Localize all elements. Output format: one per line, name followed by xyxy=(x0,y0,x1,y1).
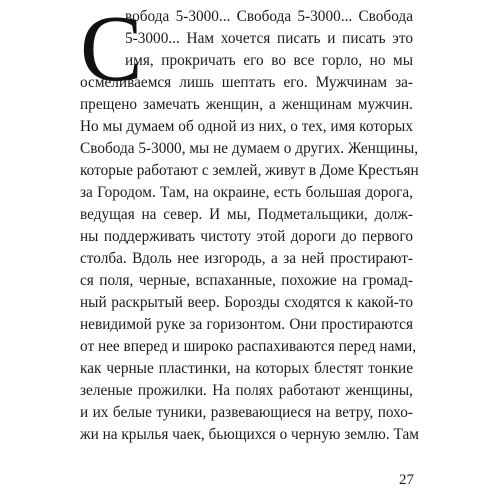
text-line: от нее вперед и широко распахиваются перед нами, xyxy=(80,338,417,355)
text-line: жи на крылья чаек, бьющихся о черную землю. Там xyxy=(80,426,419,443)
text-line: прещено замечать женщин, а женщинам мужчин. xyxy=(80,96,413,113)
text-line: зеленые прожилки. На полях работают женщины, xyxy=(80,382,413,399)
text-line: имя, прокричать его во все горло, но мы xyxy=(125,52,413,69)
text-line: вобода 5-3000... Свобода 5-3000... Свобода xyxy=(125,8,413,25)
drop-cap: С xyxy=(80,0,143,101)
text-line: которые работают с землей, живут в Доме Крестьян xyxy=(80,162,419,179)
page-number: 27 xyxy=(399,472,414,488)
text-line: невидимой руке за горизонтом. Они простираются xyxy=(80,316,413,333)
text-line: как черные пластинки, на которых блестят тонкие xyxy=(80,360,413,377)
text-line: Свобода 5-3000, мы не думаем о других. Женщины, xyxy=(80,140,419,157)
text-line: ный раскрытый веер. Борозды сходятся к какой-то xyxy=(80,294,413,311)
text-line: и их белые туники, развевающиеся на ветру, похо- xyxy=(80,404,413,421)
text-line: за Городом. Там, на окраине, есть большая дорога, xyxy=(80,184,413,201)
text-line: 5-3000... Нам хочется писать и писать это xyxy=(125,30,413,47)
text-line: ны поддерживать чистоту этой дороги до первого xyxy=(80,228,413,245)
text-line: Но мы думаем об одной из них, о тех, имя которых xyxy=(80,118,413,135)
text-line: осмеливаемся лишь шептать его. Мужчинам за- xyxy=(80,74,413,91)
text-line: ведущая на север. И мы, Подметальщики, долж- xyxy=(80,206,413,223)
text-line: столба. Вдоль нее изгородь, а за ней простирают- xyxy=(80,250,413,267)
text-line: ся поля, черные, вспаханные, похожие на громад- xyxy=(80,272,413,289)
